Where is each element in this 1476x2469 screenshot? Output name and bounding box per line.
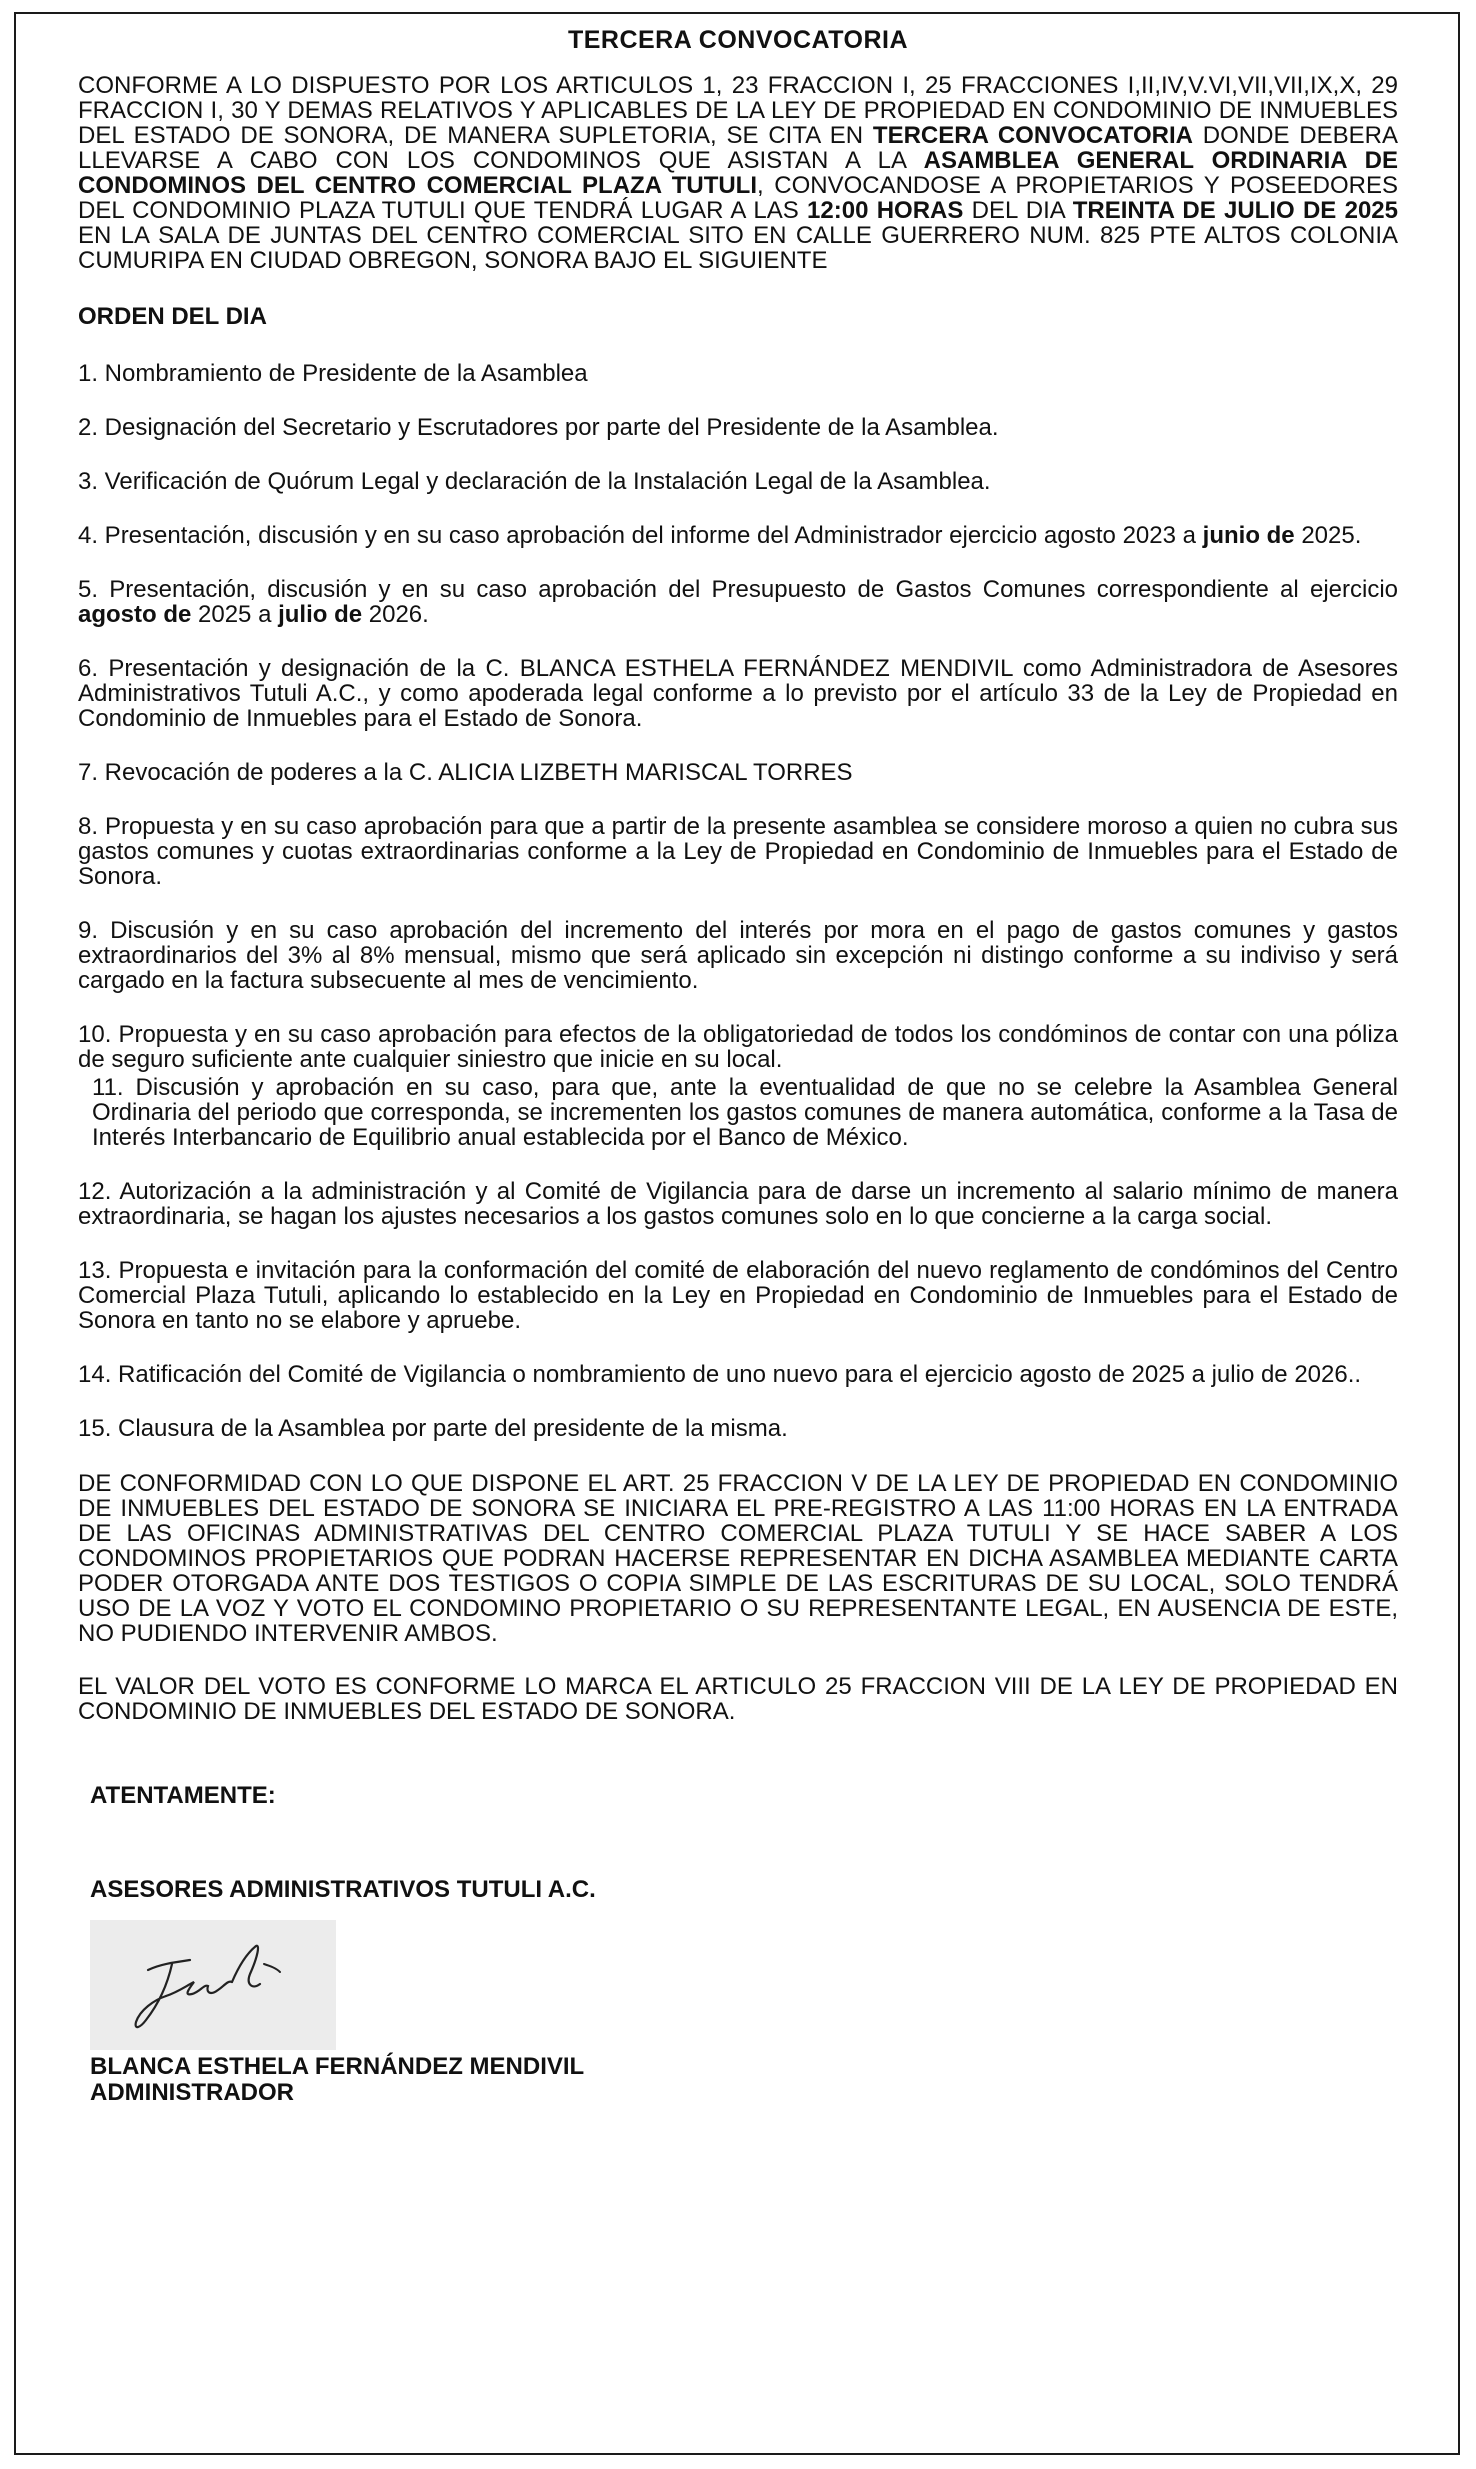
agenda-item-13: 13. Propuesta e invitación para la conformación del comité de elaboración del nuevo reglamento de condóminos del Centro Comercial Plaza Tutuli, aplicando lo establecido en la Ley en Propiedad en Condominio de Inmuebles para el Estado de Sonora en tanto no se elabore y apruebe.	[78, 1257, 1398, 1334]
intro-paragraph	[78, 73, 1398, 273]
agenda-item-4-bold: junio de	[1202, 522, 1295, 549]
intro-bold-asamblea: ASAMBLEA GENERAL ORDINARIA DE CONDOMINOS DEL CENTRO COMERCIAL PLAZA TUTULI	[78, 147, 1398, 199]
agenda-item-5-bold-2: julio de	[278, 601, 363, 628]
agenda-item-9: 9. Discusión y en su caso aprobación del incremento del interés por mora en el pago de gastos comunes y gastos extraordinarios del 3% al 8% mensual, mismo que será aplicado sin excepción ni distingo conforme a su indiviso y será cargado en la factura subsecuente al mes de vencimiento.	[78, 917, 1398, 994]
organization-name: ASESORES ADMINISTRATIVOS TUTULI A.C.	[90, 1876, 596, 1903]
closing-paragraph: DE CONFORMIDAD CON LO QUE DISPONE EL ART. 25 FRACCION V DE LA LEY DE PROPIEDAD EN CONDOMINIO DE INMUEBLES DEL ESTADO DE SONORA SE INICIARA EL PRE-REGISTRO A LAS 11:00 HORAS EN LA ENTRADA DE LAS OFICINAS ADMINISTRATIVAS DEL CENTRO COMERCIAL PLAZA TUTULI Y SE HACE SABER A LOS CONDOMINOS PROPIETARIOS QUE PODRAN HACERSE REPRESENTAR EN DICHA ASAMBLEA MEDIANTE CARTA PODER OTORGADA ANTE DOS TESTIGOS O COPIA SIMPLE DE LAS ESCRITURAS DE SU LOCAL, SOLO TENDRÁ USO DE LA VOZ Y VOTO EL CONDOMINO PROPIETARIO O SU REPRESENTANTE LEGAL, EN AUSENCIA DE ESTE, NO PUDIENDO INTERVENIR AMBOS.	[78, 1470, 1398, 1647]
agenda-item-2: 2. Designación del Secretario y Escrutadores por parte del Presidente de la Asamblea.	[78, 414, 999, 441]
agenda-item-5-bold-1: agosto de	[78, 601, 192, 628]
agenda-list	[78, 361, 1398, 1441]
agenda-item-6: 6. Presentación y designación de la C. BLANCA ESTHELA FERNÁNDEZ MENDIVIL como Administradora de Asesores Administrativos Tutuli A.C., y como apoderada legal conforme a lo previsto por el artículo 33 de la Ley de Propiedad en Condominio de Inmuebles para el Estado de Sonora.	[78, 655, 1398, 732]
notice-title: TERCERA CONVOCATORIA	[567, 26, 909, 54]
agenda-item-4-text-c: 2025.	[1294, 522, 1362, 549]
signature-block	[78, 1782, 1398, 2106]
intro-text-2: DONDE DEBERA LLEVARSE A CABO CON LOS CONDOMINOS QUE ASISTAN A LA	[78, 122, 1398, 174]
notice-document	[78, 26, 1398, 2106]
agenda-item-4-text-a: 4. Presentación, discusión y en su caso aprobación del informe del Administrador ejercicio agosto 2023 a	[78, 522, 1203, 549]
agenda-item-3: 3. Verificación de Quórum Legal y declaración de la Instalación Legal de la Asamblea.	[78, 468, 991, 495]
agenda-item-14: 14. Ratificación del Comité de Vigilancia o nombramiento de uno nuevo para el ejercicio agosto de 2025 a julio de 2026..	[78, 1361, 1362, 1388]
intro-text-4: DEL DIA	[963, 197, 1073, 224]
signer-role: ADMINISTRADOR	[90, 2079, 294, 2106]
agenda-item-5-text-e: 2026.	[362, 601, 429, 628]
intro-text-3: , CONVOCANDOSE A PROPIETARIOS Y POSEEDORES DEL CONDOMINIO PLAZA TUTULI QUE TENDRÁ LUGAR A LAS	[78, 172, 1398, 224]
agenda-item-15: 15. Clausura de la Asamblea por parte del presidente de la misma.	[78, 1415, 788, 1442]
agenda-item-8: 8. Propuesta y en su caso aprobación para que a partir de la presente asamblea se considere moroso a quien no cubra sus gastos comunes y cuotas extraordinarias conforme a la Ley de Propiedad en Condominio de Inmuebles para el Estado de Sonora.	[78, 813, 1398, 890]
signer-name: BLANCA ESTHELA FERNÁNDEZ MENDIVIL	[90, 2053, 585, 2080]
agenda-heading: ORDEN DEL DIA	[78, 303, 267, 330]
intro-bold-hora: 12:00 HORAS	[807, 197, 964, 224]
agenda-item-4	[78, 523, 1398, 548]
agenda-item-7: 7. Revocación de poderes a la C. ALICIA LIZBETH MARISCAL TORRES	[78, 759, 853, 786]
vote-paragraph: EL VALOR DEL VOTO ES CONFORME LO MARCA EL ARTICULO 25 FRACCION VIII DE LA LEY DE PROPIEDAD EN CONDOMINIO DE INMUEBLES DEL ESTADO DE SONORA.	[78, 1673, 1398, 1725]
agenda-item-5-text-a: 5. Presentación, discusión y en su caso aprobación del Presupuesto de Gastos Comunes correspondiente al ejercicio	[78, 576, 1398, 603]
agenda-item-1: 1. Nombramiento de Presidente de la Asamblea	[78, 360, 588, 387]
agenda-item-5	[78, 577, 1398, 627]
agenda-item-12: 12. Autorización a la administración y al Comité de Vigilancia para de darse un incremento al salario mínimo de manera extraordinaria, se hagan los ajustes necesarios a los gastos comunes solo en lo que concierne a la carga social.	[78, 1178, 1398, 1230]
intro-text-1: CONFORME A LO DISPUESTO POR LOS ARTICULOS 1, 23 FRACCION I, 25 FRACCIONES I,II,IV,V.VI,VII,VII,IX,X, 29 FRACCION I, 30 Y DEMAS RELATIVOS Y APLICABLES DE LA LEY DE PROPIEDAD EN CONDOMINIO DE INMUEBLES DEL ESTADO DE SONORA, DE MANERA SUPLETORIA, SE CITA EN	[78, 72, 1398, 149]
signature-icon	[90, 1920, 336, 2050]
signoff: ATENTAMENTE:	[90, 1782, 276, 1809]
agenda-item-5-text-c: 2025 a	[191, 601, 279, 628]
intro-bold-fecha: TREINTA DE JULIO DE 2025	[1072, 197, 1398, 224]
agenda-item-10: 10. Propuesta y en su caso aprobación para efectos de la obligatoriedad de todos los condóminos de contar con una póliza de seguro suficiente ante cualquier siniestro que inicie en su local.	[78, 1021, 1398, 1073]
intro-text-5: EN LA SALA DE JUNTAS DEL CENTRO COMERCIAL SITO EN CALLE GUERRERO NUM. 825 PTE ALTOS COLONIA CUMURIPA EN CIUDAD OBREGON, SONORA BAJO EL SIGUIENTE	[78, 222, 1398, 274]
handwritten-signature	[90, 1920, 336, 2050]
agenda-item-11: 11. Discusión y aprobación en su caso, para que, ante la eventualidad de que no se celebre la Asamblea General Ordinaria del periodo que corresponda, se incrementen los gastos comunes de manera automática, conforme a la Tasa de Interés Interbancario de Equilibrio anual establecida por el Banco de México.	[92, 1074, 1398, 1151]
intro-bold-tercera: TERCERA CONVOCATORIA	[872, 122, 1193, 149]
